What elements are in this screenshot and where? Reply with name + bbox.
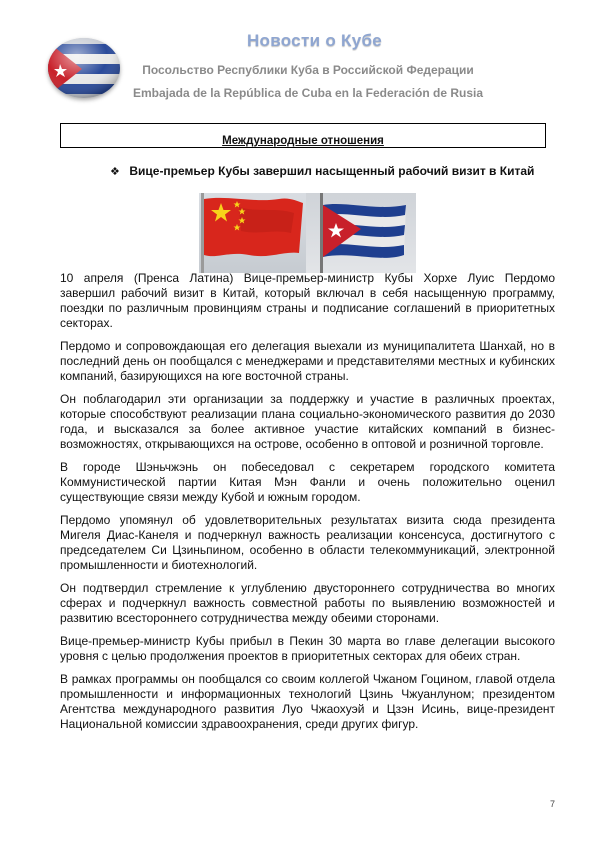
cuba-flag-photo — [306, 193, 416, 273]
article-paragraph: Он поблагодарил эти организации за поддержку и участие в различных проектах, которые способствуют реализации плана социально-экономического развития до 2030 года, и высказался за более активное участие китайских компаний в бизнес-возможностях, открывающихся на острове, особенно в оптовой и розничной торговле. — [60, 392, 555, 451]
article-paragraph: В городе Шэньчжэнь он побеседовал с секретарем городского комитета Коммунистической партии Китая Мэн Фанли и очень положительно оценил существующие связи между Кубой и южным городом. — [60, 460, 555, 504]
diamond-bullet-icon: ❖ — [110, 166, 120, 178]
embassy-name-spanish: Embajada de la República de Cuba en la Federación de Rusia — [132, 86, 484, 100]
article-paragraph: Он подтвердил стремление к углублению двустороннего сотрудничества во многих сферах и подчеркнул важность совместной работы по выявлению возможностей и развитию всестороннего сотрудничества между обеими сторонами. — [60, 581, 555, 625]
china-flag-photo — [199, 193, 309, 273]
article-paragraph: Пердомо упомянул об удовлетворительных результатах визита сюда президента Мигеля Диас-Канеля и подчеркнул важность реализации консенсуса, достигнутого с председателем Си Цзиньпином, особенно в области телекоммуникаций, электронной промышленности и биотехнологий. — [60, 513, 555, 572]
page-number: 7 — [549, 799, 555, 809]
article-paragraph: В рамках программы он пообщался со своим коллегой Чжаном Гоцином, главой отдела промышленности и информационных технологий Цзинь Чжуанлуном; президентом Агентства международного развития Луо Чжаохуэй и Цзэн Исинь, вице-президент Национальной комиссии здравоохранения, среди других фигур. — [60, 672, 555, 731]
article-paragraph: Вице-премьер-министр Кубы прибыл в Пекин 30 марта во главе делегации высокого уровня с целью продолжения проектов в приоритетных секторах для обеих стран. — [60, 634, 555, 663]
article-paragraph: 10 апреля (Пренса Латина) Вице-премьер-министр Кубы Хорхе Луис Пердомо завершил рабочий визит в Китай, который включал в себя насыщенную программу, поездки по различным провинциям страны и подписание соглашений в приоритетных секторах. — [60, 271, 555, 330]
section-title: Международные отношения — [222, 135, 384, 147]
embassy-name-russian: Посольство Республики Куба в Российской Федерации — [142, 63, 474, 77]
section-title-box — [60, 123, 546, 148]
article-headline: Вице-премьер Кубы завершил насыщенный рабочий визит в Китай — [129, 164, 535, 178]
site-title: Новости о Кубе — [246, 31, 383, 50]
article-headline-row — [110, 164, 534, 178]
article-paragraph: Пердомо и сопровождающая его делегация выехали из муниципалитета Шанхай, но в последний день он пообщался с менеджерами и представителями местных и кубинских компаний, базирующихся на юге восточной страны. — [60, 339, 555, 383]
article-body — [60, 271, 555, 740]
